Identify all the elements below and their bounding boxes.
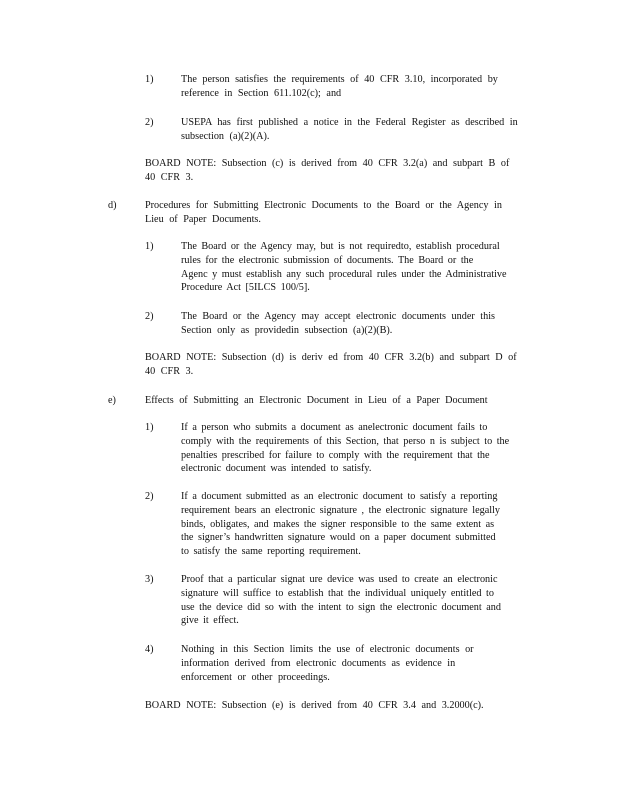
paragraph-c1: [181, 73, 498, 101]
text-line: If a document submitted as an electronic document to satisfy a reporting: [181, 491, 498, 502]
text-line: BOARD NOTE: Subsection (e) is derived from 40 CFR 3.4 and 3.2000(c).: [145, 700, 484, 711]
item-label-c2: 2): [145, 117, 154, 128]
text-line: The Board or the Agency may accept electronic documents under this: [181, 311, 496, 322]
text-line: rules for the electronic submission of documents. The Board or the: [181, 254, 474, 266]
text-line: information derived from electronic documents as evidence in: [181, 657, 456, 669]
text-line: Section only as providedin subsection (a)(2)(B).: [181, 324, 393, 336]
item-label-c1: 1): [145, 74, 154, 85]
text-line: Procedures for Submitting Electronic Documents to the Board or the Agency in: [145, 200, 502, 211]
text-line: If a person who submits a document as anelectronic document fails to: [181, 422, 488, 433]
text-line: subsection (a)(2)(A).: [181, 130, 270, 142]
text-line: requirement bears an electronic signature , the electronic signature legally: [181, 504, 500, 516]
paragraph-e3: [181, 573, 501, 628]
text-line: Procedure Act [5ILCS 100/5].: [181, 282, 310, 294]
text-line: 40 CFR 3.: [145, 171, 194, 183]
text-line: reference in Section 611.102(c); and: [181, 87, 342, 99]
section-label-d: d): [108, 200, 117, 211]
item-label-e4: 4): [145, 644, 154, 655]
text-line: use the device did so with the intent to sign the electronic document and: [181, 601, 501, 613]
paragraph-c2: [181, 116, 518, 144]
text-line: binds, obligates, and makes the signer responsible to the same extent as: [181, 518, 495, 530]
text-line: signature will suffice to establish that the individual uniquely entitled to: [181, 587, 494, 599]
text-line: USEPA has first published a notice in the Federal Register as described in: [181, 117, 518, 128]
text-line: Agenc y must establish any such procedural rules under the Administrative: [181, 268, 507, 280]
item-label-e1: 1): [145, 422, 154, 433]
text-line: The Board or the Agency may, but is not requiredto, establish procedural: [181, 241, 500, 252]
text-line: 40 CFR 3.: [145, 365, 194, 377]
text-line: to satisfy the same reporting requirement.: [181, 546, 361, 558]
item-label-d2: 2): [145, 311, 154, 322]
item-label-d1: 1): [145, 241, 154, 252]
item-label-e2: 2): [145, 491, 154, 502]
text-line: the signer’s handwritten signature would on a paper document submitted: [181, 532, 496, 544]
text-line: electronic document was intended to satisfy.: [181, 463, 372, 475]
section-heading-d: [145, 199, 502, 227]
paragraph-d1: [181, 240, 507, 295]
board-note-c: [145, 157, 509, 185]
text-line: Nothing in this Section limits the use of electronic documents or: [181, 644, 474, 655]
text-line: Lieu of Paper Documents.: [145, 213, 261, 225]
text-line: Proof that a particular signat ure device was used to create an electronic: [181, 574, 498, 585]
text-line: comply with the requirements of this Section, that perso n is subject to the: [181, 435, 510, 447]
text-line: give it effect.: [181, 615, 239, 627]
text-line: enforcement or other proceedings.: [181, 671, 330, 683]
paragraph-e4: [181, 643, 474, 684]
paragraph-e1: [181, 421, 509, 476]
text-line: The person satisfies the requirements of 40 CFR 3.10, incorporated by: [181, 74, 498, 85]
text-line: penalties prescribed for failure to comply with the requirement that the: [181, 449, 490, 461]
section-label-e: e): [108, 395, 116, 406]
text-line: Effects of Submitting an Electronic Document in Lieu of a Paper Document: [145, 395, 488, 406]
paragraph-d2: [181, 310, 495, 338]
text-line: BOARD NOTE: Subsection (d) is deriv ed from 40 CFR 3.2(b) and subpart D of: [145, 352, 517, 363]
paragraph-e2: [181, 490, 500, 559]
section-heading-e: [145, 394, 488, 408]
board-note-d: [145, 351, 517, 379]
item-label-e3: 3): [145, 574, 154, 585]
board-note-e: [145, 699, 484, 713]
text-line: BOARD NOTE: Subsection (c) is derived from 40 CFR 3.2(a) and subpart B of: [145, 158, 510, 169]
